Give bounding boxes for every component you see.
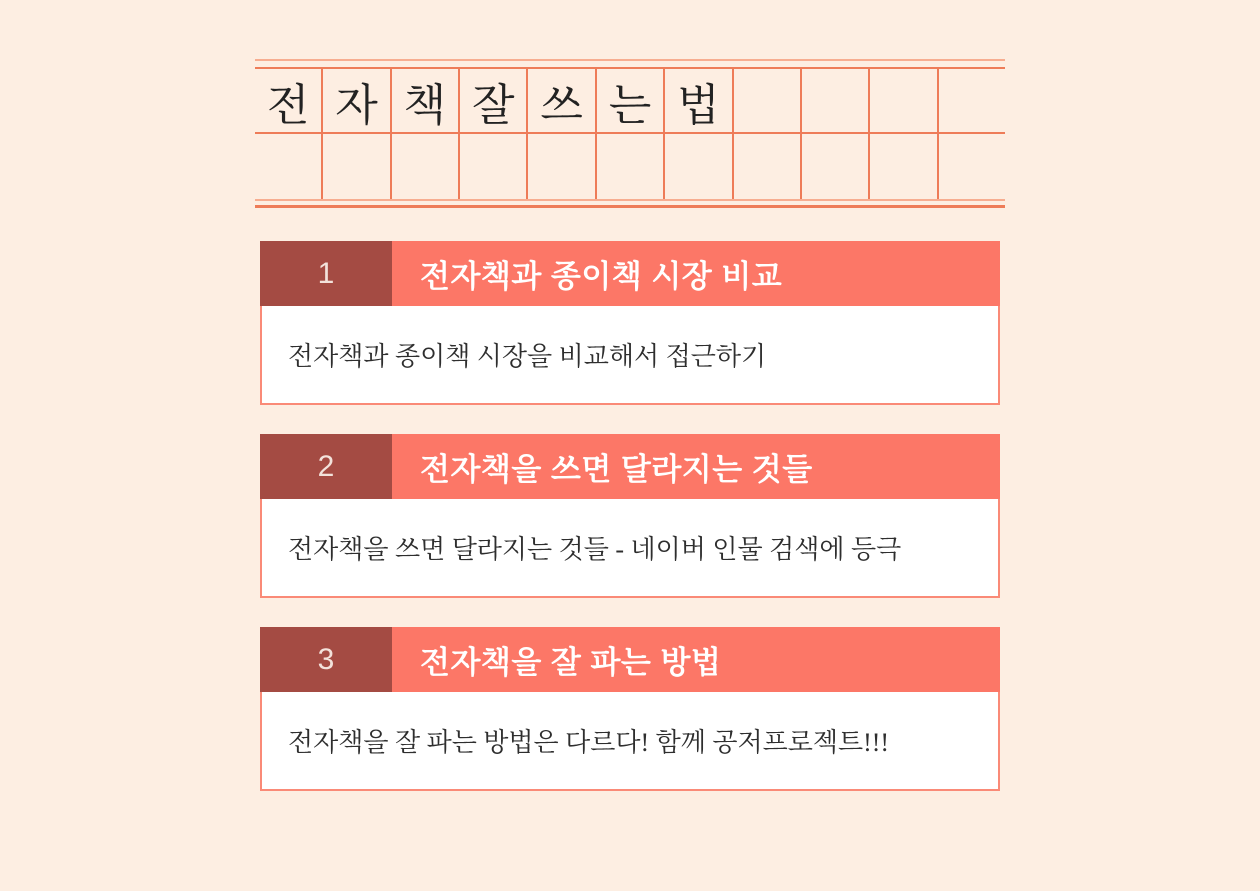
grid-cell	[595, 134, 663, 199]
grid-cell	[526, 134, 594, 199]
grid-cell	[732, 134, 800, 199]
section-3-header	[260, 627, 1000, 692]
section-2-header	[260, 434, 1000, 499]
section-1-number-badge: 1	[260, 241, 392, 306]
grid-cell	[732, 69, 800, 132]
grid-cell: 자	[321, 69, 389, 132]
grid-cell	[800, 134, 868, 199]
title-manuscript-grid	[255, 59, 1005, 208]
grid-row-title	[255, 69, 1005, 134]
section-2-title: 전자책을 쓰면 달라지는 것들	[392, 434, 1000, 499]
section-2-number-badge: 2	[260, 434, 392, 499]
section-3-body: 전자책을 잘 파는 방법은 다르다! 함께 공저프로젝트!!!	[260, 692, 1000, 791]
grid-top-rule	[255, 59, 1005, 61]
section-2-body: 전자책을 쓰면 달라지는 것들 - 네이버 인물 검색에 등극	[260, 499, 1000, 598]
section-3-number-badge: 3	[260, 627, 392, 692]
section-3	[260, 627, 1000, 791]
grid-cell	[321, 134, 389, 199]
grid-cell: 잘	[458, 69, 526, 132]
grid-cell	[937, 134, 1005, 199]
grid-row-empty	[255, 134, 1005, 199]
grid-cell	[868, 69, 936, 132]
grid-cells	[255, 67, 1005, 201]
grid-cell	[255, 134, 321, 199]
grid-cell: 책	[390, 69, 458, 132]
section-1-title: 전자책과 종이책 시장 비교	[392, 241, 1000, 306]
grid-cell: 쓰	[526, 69, 594, 132]
grid-bottom-rule	[255, 205, 1005, 208]
grid-cell	[390, 134, 458, 199]
grid-cell: 법	[663, 69, 731, 132]
grid-cell: 전	[266, 80, 310, 130]
section-1-header	[260, 241, 1000, 306]
section-1-body: 전자책과 종이책 시장을 비교해서 접근하기	[260, 306, 1000, 405]
grid-cell	[937, 69, 1005, 132]
section-2	[260, 434, 1000, 598]
section-list	[260, 241, 1000, 791]
section-1	[260, 241, 1000, 405]
grid-cell	[800, 69, 868, 132]
grid-cell	[458, 134, 526, 199]
section-3-title: 전자책을 잘 파는 방법	[392, 627, 1000, 692]
grid-cell	[868, 134, 936, 199]
grid-cell: 는	[595, 69, 663, 132]
grid-cell	[663, 134, 731, 199]
